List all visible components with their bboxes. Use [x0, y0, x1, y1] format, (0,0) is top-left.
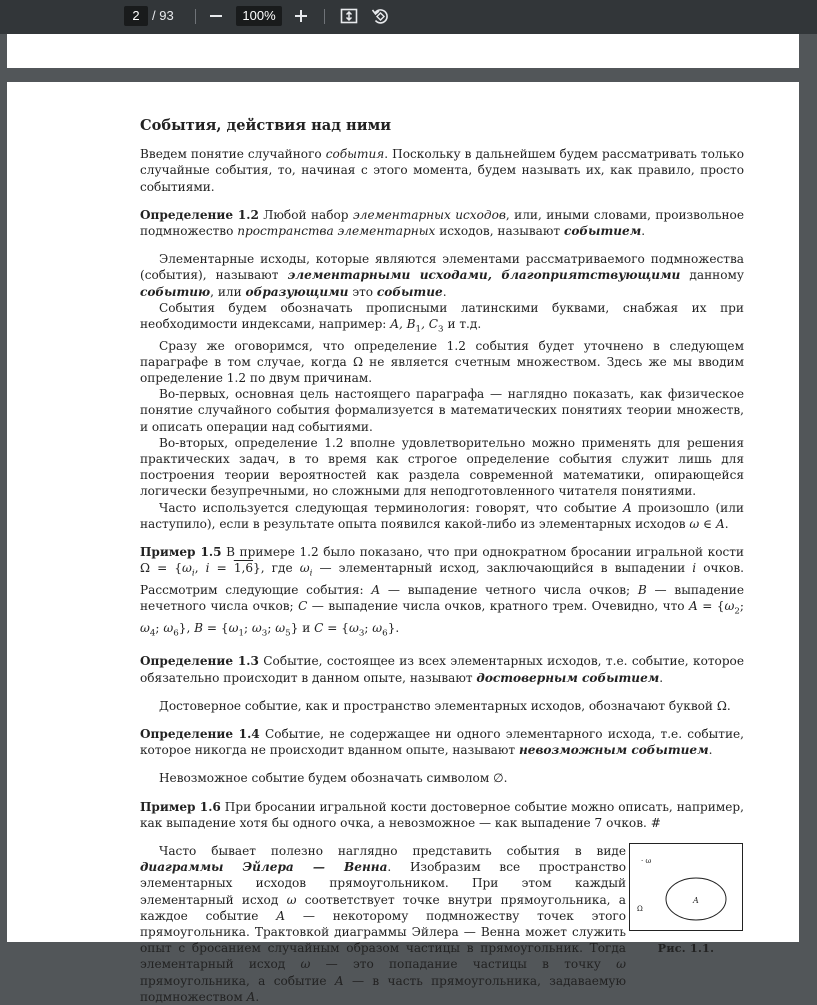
text-run: — выпадение четного числа очков;	[380, 582, 638, 597]
text-run: 6	[382, 628, 388, 639]
venn-diagram	[629, 843, 743, 931]
text-run: } и	[290, 620, 315, 635]
minus-icon[interactable]	[206, 6, 226, 26]
text-run: ω	[275, 620, 286, 635]
text-run: достоверным событием	[476, 670, 660, 685]
text-run: 1	[238, 628, 244, 639]
text-run: 3	[358, 628, 365, 639]
text-run: A	[689, 599, 698, 614]
text-run: Во-первых, основная цель настоящего параграфа — наглядно показать, как физическое понятие случайного события формализуется в математических понятиях теории множеств, и описать операции над событиями.	[140, 387, 744, 434]
previous-page	[7, 34, 799, 68]
text-run: элементарными исходами, благоприятствующими	[287, 268, 681, 283]
text-run: Определение 1.3	[140, 654, 259, 669]
text-run: очков. Рассмотрим следующие события:	[140, 561, 745, 597]
text-run: — некоторому подмножеству точек этого прямоугольника. Трактовкой диаграммы Эйлера — Венна может служить опыт с бросанием случайным образом частицы в прямоугольник. Тогда элементарный исход	[140, 908, 626, 972]
text-run: ω	[616, 957, 626, 972]
text-run: ω	[299, 561, 310, 576]
paragraph-favorable-outcomes	[140, 251, 744, 300]
section-title: События, действия над ними	[140, 117, 392, 134]
text-run: диаграммы Эйлера — Венна	[140, 860, 388, 875]
page-number-input[interactable]: 2	[124, 6, 148, 26]
text-run: ;	[155, 620, 164, 635]
text-run: A	[276, 908, 286, 923]
text-run: .	[255, 989, 260, 1004]
text-run: . Поскольку в дальнейшем будем рассматривать только случайные события, то, начиная с этого момента, будем называть их, как правило, просто событиями.	[140, 147, 744, 194]
text-run: i	[205, 561, 210, 576]
text-run: данному	[680, 268, 744, 283]
text-run: B	[637, 582, 647, 597]
text-run: Пример 1.5	[140, 545, 222, 560]
text-run: ∈	[699, 516, 716, 531]
text-run: — в часть прямоугольника, задаваемую подмножеством	[140, 973, 626, 1004]
text-run: Событие, не содержащее ни одного элементарного исхода, т.е. событие, которое никогда не происходит вданном опыте, называют	[140, 726, 745, 758]
paragraph-certain-event	[140, 698, 744, 714]
text-run: Пример 1.6	[140, 799, 221, 814]
text-run: ω	[348, 620, 359, 635]
example-1-5	[140, 544, 744, 641]
text-run: , или, иными словами, произвольное подмножество	[140, 207, 744, 239]
paragraph-clarification	[140, 338, 744, 387]
plus-icon[interactable]	[291, 6, 311, 26]
example-1-6	[140, 799, 744, 831]
text-run: и т.д.	[443, 317, 482, 332]
text-run: событию	[140, 284, 211, 299]
paragraph-second-reason	[140, 435, 744, 500]
text-run: пространства элементарных	[237, 224, 436, 239]
text-run: .	[442, 284, 447, 299]
text-run: При бросании игральной кости достоверное событие можно описать, например, как выпадение хотя бы одного очка, а невозможное — как выпадение 7 очков. #	[140, 799, 744, 830]
paragraph-impossible-event	[140, 770, 744, 786]
text-run: 4	[149, 628, 156, 639]
page-total: / 93	[152, 8, 174, 23]
pdf-toolbar	[0, 0, 817, 34]
text-run: A	[623, 500, 632, 515]
paragraph-notation	[140, 300, 744, 338]
text-run: .	[641, 224, 646, 239]
toolbar-divider	[324, 9, 325, 24]
text-run: , C	[421, 317, 439, 332]
text-run: Во-вторых, определение 1.2 вполне удовлетворительно можно применять для решения практических задач, в то время как строгое определение события служит лишь для построения теории вероятностей как раздела современной математики, опирающейся логически безупречными, но сложными для неподготовленного читателя понятиями.	[140, 435, 744, 499]
text-run: Часто бывает полезно наглядно представить события в виде	[159, 843, 626, 858]
text-run: 1,6	[233, 561, 254, 576]
text-run: ;	[244, 620, 252, 635]
text-run: Введем понятие случайного	[140, 147, 326, 162]
text-run: i	[191, 568, 195, 579]
text-run: A	[715, 516, 725, 531]
text-run: произошло (или наступило), если в результате опыта появился какой-либо из элементарных исходов	[140, 500, 744, 531]
text-run: ω	[724, 599, 735, 614]
fit-page-icon[interactable]	[339, 6, 359, 26]
text-run: В примере 1.2 было показано, что при однократном бросании игральной кости Ω = {	[140, 545, 744, 576]
text-run: ω	[228, 620, 239, 635]
definition-1-2	[140, 207, 744, 239]
text-run: ,	[194, 561, 206, 576]
document-page	[7, 82, 799, 1004]
text-run: События будем обозначать прописными латинскими буквами, снабжая их при необходимости индексами, например:	[140, 300, 744, 332]
text-run: A, B	[390, 317, 416, 332]
text-run: A	[371, 582, 381, 597]
text-run: — это попадание частицы в точку	[310, 957, 617, 972]
text-run: это	[348, 284, 377, 299]
rotate-icon[interactable]	[370, 6, 390, 26]
text-run: 2	[734, 606, 740, 617]
text-run: =	[209, 561, 234, 576]
text-run: 5	[285, 628, 291, 639]
text-run: Часто используется следующая терминология: говорят, что событие	[159, 500, 624, 515]
text-run: исходов, называют	[435, 224, 564, 239]
text-run: 1	[415, 324, 422, 335]
text-run: = {	[323, 620, 349, 635]
definition-1-4	[140, 726, 744, 758]
text-run: образующими	[245, 284, 349, 299]
text-run: ;	[267, 620, 276, 635]
text-run: , или	[210, 284, 246, 299]
text-run: 3	[261, 628, 268, 639]
text-run: i	[692, 561, 697, 576]
text-run: событием	[563, 224, 642, 239]
text-run: Событие, состоящее из всех элементарных исходов, т.е. событие, которое обязательно происходит в данном опыте, называют	[140, 654, 744, 685]
paragraph-venn	[140, 843, 626, 1005]
text-run: события	[325, 147, 385, 162]
text-run: Определение 1.4	[140, 726, 260, 741]
text-run: i	[309, 568, 313, 579]
definition-1-3	[140, 653, 744, 685]
text-run: ω	[251, 620, 262, 635]
text-run: Элементарные исходы, которые являются элементами рассматриваемого подмножества (события), называют	[140, 252, 744, 283]
text-run: элементарных исходов	[352, 207, 506, 222]
zoom-input[interactable]: 100%	[236, 6, 282, 26]
text-run: }.	[387, 620, 400, 635]
omega-space-label: Ω	[637, 904, 643, 913]
text-run: C	[314, 620, 324, 635]
text-run: A	[246, 989, 256, 1004]
text-run: . Изобразим все пространство элементарных исходов прямоугольником. При этом каждый элементарный исход	[140, 860, 626, 907]
text-run: соответствует точке внутри прямоугольника, а каждое событие	[140, 892, 626, 923]
text-run: B	[194, 620, 204, 635]
paragraph-intro	[140, 146, 744, 195]
toolbar-divider	[195, 9, 196, 24]
text-run: 6	[173, 628, 179, 639]
text-run: ω	[286, 892, 297, 907]
text-run: ω	[182, 561, 192, 576]
text-run: ω	[372, 620, 383, 635]
text-run: 3	[438, 324, 444, 335]
text-run: ω	[689, 516, 700, 531]
text-run: Любой набор	[258, 207, 353, 222]
text-run: },	[178, 620, 195, 635]
text-run: — выпадение нечетного числа очков;	[140, 582, 744, 614]
text-run: — элементарный исход, заключающийся в выпадении	[312, 561, 693, 576]
text-run: Определение 1.2	[140, 207, 259, 222]
text-run: .	[708, 743, 713, 758]
figure-1-1	[629, 843, 743, 957]
text-run: = {	[203, 620, 229, 635]
text-run: — выпадение числа очков, кратного трем. Очевидно, что	[307, 599, 690, 614]
text-run: невозможным событием	[518, 743, 709, 758]
text-run: Достоверное событие, как и пространство элементарных исходов, обозначают буквой Ω.	[159, 698, 731, 713]
omega-point-label: · ω	[641, 856, 652, 865]
text-run: событие	[376, 284, 443, 299]
paragraph-first-reason	[140, 386, 744, 435]
text-run: ω	[163, 620, 174, 635]
set-a-label: A	[693, 895, 699, 905]
text-run: C	[298, 599, 308, 614]
text-run: ;	[739, 599, 744, 614]
text-run: A	[334, 973, 344, 988]
page-content	[140, 118, 744, 1005]
paragraph-terminology	[140, 500, 744, 532]
text-run: .	[724, 516, 729, 531]
text-run: ω	[300, 957, 311, 972]
text-run: }, где	[253, 561, 300, 576]
text-run: прямоугольника, а событие	[140, 973, 335, 988]
text-run: .	[659, 670, 664, 685]
text-run: ω	[140, 620, 150, 635]
text-run: = {	[697, 599, 725, 614]
venn-section	[140, 843, 744, 1005]
figure-caption: Рис. 1.1.	[657, 942, 715, 956]
text-run: ;	[364, 620, 373, 635]
text-run: Невозможное событие будем обозначать символом ∅.	[159, 771, 508, 786]
text-run: Сразу же оговоримся, что определение 1.2 события будет уточнено в следующем параграфе в том случае, когда Ω не является счетным множеством. Здесь же мы вводим определение 1.2 по двум причинам.	[140, 338, 744, 386]
